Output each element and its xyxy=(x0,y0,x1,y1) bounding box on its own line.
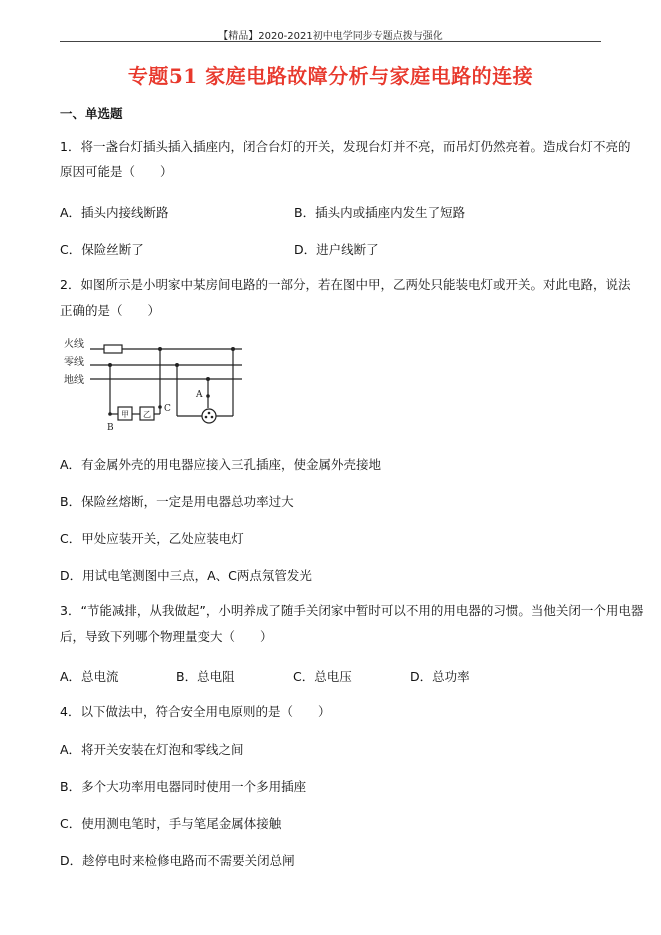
section-heading: 一、单选题 xyxy=(60,106,123,121)
question-1-option-b[interactable]: B．插头内或插座内发生了短路 xyxy=(294,205,466,220)
question-2-option-d[interactable]: D．用试电笔测图中三点，A、C两点氖管发光 xyxy=(60,568,312,583)
label-b: B xyxy=(107,423,114,433)
question-4-option-b[interactable]: B．多个大功率用电器同时使用一个多用插座 xyxy=(60,779,307,794)
question-2-stem-line2: 正确的是（ ） xyxy=(60,303,161,318)
question-3-option-b[interactable]: B．总电阻 xyxy=(176,669,235,684)
question-3-stem-line1: 3．“节能减排，从我做起”，小明养成了随手关闭家中暂时可以不用的用电器的习惯。当他关闭一个用电器 xyxy=(60,603,644,618)
question-1-option-d[interactable]: D．进户线断了 xyxy=(294,242,379,257)
label-a: A xyxy=(196,390,203,400)
point-b-dot xyxy=(108,412,112,416)
question-4-option-c[interactable]: C．使用测电笔时，手与笔尾金属体接触 xyxy=(60,816,282,831)
question-4-stem: 4．以下做法中，符合安全用电原则的是（ ） xyxy=(60,704,331,719)
question-1-stem-line2: 原因可能是（ ） xyxy=(60,164,173,179)
question-4-option-d[interactable]: D．趁停电时来检修电路而不需要关闭总闸 xyxy=(60,853,295,868)
label-c: C xyxy=(164,404,171,414)
page-title: 专题51 家庭电路故障分析与家庭电路的连接 xyxy=(127,64,534,88)
header-divider xyxy=(60,41,601,42)
question-2-option-a[interactable]: A．有金属外壳的用电器应接入三孔插座，使金属外壳接地 xyxy=(60,457,382,472)
question-2-option-c[interactable]: C．甲处应装开关，乙处应装电灯 xyxy=(60,531,244,546)
live-wire-label: 火线 xyxy=(64,339,84,350)
question-1-option-a[interactable]: A．插头内接线断路 xyxy=(60,205,169,220)
question-3-option-c[interactable]: C．总电压 xyxy=(293,669,352,684)
point-a-dot xyxy=(206,394,210,398)
neutral-wire-label: 零线 xyxy=(64,357,84,368)
question-2-stem-line1: 2．如图所示是小明家中某房间电路的一部分，若在图中甲，乙两处只能装电灯或开关。对此电路，说法 xyxy=(60,277,631,292)
question-2-option-b[interactable]: B．保险丝熔断，一定是用电器总功率过大 xyxy=(60,494,294,509)
jia-label: 甲 xyxy=(121,410,129,419)
question-4-option-a[interactable]: A．将开关安装在灯泡和零线之间 xyxy=(60,742,244,757)
three-hole-socket xyxy=(202,409,216,423)
question-1-option-c[interactable]: C．保险丝断了 xyxy=(60,242,144,257)
yi-label: 乙 xyxy=(143,410,151,419)
question-3-stem-line2: 后，导致下列哪个物理量变大（ ） xyxy=(60,629,273,644)
question-3-option-a[interactable]: A．总电流 xyxy=(60,669,119,684)
page-header: 【精品】2020-2021初中电学同步专题点拨与强化 xyxy=(218,31,443,42)
circuit-diagram xyxy=(62,336,252,436)
question-3-option-d[interactable]: D．总功率 xyxy=(410,669,470,684)
point-c-dot xyxy=(158,405,162,409)
ground-wire-label: 地线 xyxy=(64,375,84,386)
question-1-stem-line1: 1．将一盏台灯插头插入插座内，闭合台灯的开关，发现台灯并不亮，而吊灯仍然亮着。造成台灯不亮的 xyxy=(60,139,631,154)
fuse xyxy=(104,345,122,353)
